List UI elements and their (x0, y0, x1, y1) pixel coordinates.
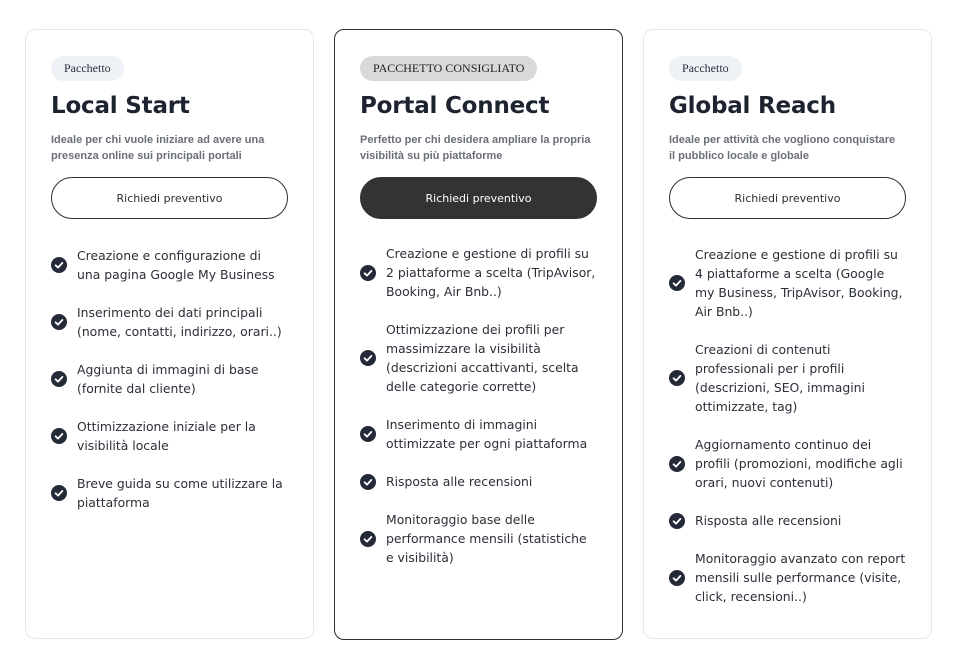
feature-item (51, 360, 288, 398)
check-circle-icon (51, 314, 67, 330)
feature-text: Monitoraggio avanzato con report mensili sulle performance (visite, click, recensioni..) (695, 551, 906, 604)
package-description: Ideale per chi vuole iniziare ad avere una presenza online sui principali portali (51, 134, 265, 162)
feature-text: Aggiornamento continuo dei profili (promozioni, modifiche agli orari, nuovi contenuti) (695, 437, 903, 490)
feature-text: Inserimento dei dati principali (nome, contatti, indirizzo, orari..) (77, 305, 282, 339)
feature-text: Aggiunta di immagini di base (fornite dal cliente) (77, 362, 259, 396)
feature-text: Risposta alle recensioni (695, 513, 842, 528)
check-circle-icon (51, 371, 67, 387)
feature-item (360, 472, 597, 491)
check-circle-icon (360, 350, 376, 366)
package-card-global-reach (643, 29, 932, 639)
feature-item (51, 246, 288, 284)
package-badge: Pacchetto (669, 56, 742, 81)
package-title: Local Start (51, 93, 190, 119)
feature-item (360, 415, 597, 453)
request-quote-button[interactable]: Richiedi preventivo (51, 177, 288, 219)
feature-item (360, 320, 597, 396)
package-title: Global Reach (669, 93, 836, 119)
feature-text: Creazioni di contenuti professionali per i profili (descrizioni, SEO, immagini ottimizzate, tag) (695, 342, 865, 414)
feature-list (669, 245, 906, 606)
feature-text: Ottimizzazione dei profili per massimizzare la visibilità (descrizioni accattivanti, scelta delle categorie corrette) (386, 322, 579, 394)
recommended-badge: PACCHETTO CONSIGLIATO (360, 56, 537, 81)
package-description: Perfetto per chi desidera ampliare la propria visibilità su più piattaforme (360, 134, 591, 162)
feature-item (669, 511, 906, 530)
feature-text: Inserimento di immagini ottimizzate per ogni piattaforma (386, 417, 588, 451)
feature-item (669, 340, 906, 416)
feature-list (360, 244, 597, 567)
package-card-local-start (25, 29, 314, 639)
feature-text: Creazione e configurazione di una pagina Google My Business (77, 248, 275, 282)
feature-item (51, 303, 288, 341)
feature-text: Monitoraggio base delle performance mensili (statistiche e visibilità) (386, 512, 587, 565)
request-quote-button[interactable]: Richiedi preventivo (360, 177, 597, 219)
check-circle-icon (360, 531, 376, 547)
check-circle-icon (669, 570, 685, 586)
package-card-portal-connect (334, 29, 623, 640)
check-circle-icon (669, 370, 685, 386)
feature-item (360, 510, 597, 567)
feature-item (669, 245, 906, 321)
feature-text: Creazione e gestione di profili su 4 piattaforme a scelta (Google my Business, TripAvisor, Booking, Air Bnb..) (695, 247, 903, 319)
check-circle-icon (51, 257, 67, 273)
check-circle-icon (669, 513, 685, 529)
check-circle-icon (360, 474, 376, 490)
check-circle-icon (51, 428, 67, 444)
package-title: Portal Connect (360, 93, 550, 119)
request-quote-button[interactable]: Richiedi preventivo (669, 177, 906, 219)
check-circle-icon (669, 456, 685, 472)
feature-text: Ottimizzazione iniziale per la visibilità locale (77, 419, 256, 453)
feature-item (51, 474, 288, 512)
feature-text: Breve guida su come utilizzare la piattaforma (77, 476, 283, 510)
feature-item (51, 417, 288, 455)
package-description: Ideale per attività che vogliono conquistare il pubblico locale e globale (669, 134, 896, 162)
feature-text: Risposta alle recensioni (386, 474, 533, 489)
check-circle-icon (360, 426, 376, 442)
check-circle-icon (360, 265, 376, 281)
check-circle-icon (669, 275, 685, 291)
feature-item (669, 549, 906, 606)
check-circle-icon (51, 485, 67, 501)
feature-text: Creazione e gestione di profili su 2 piattaforme a scelta (TripAvisor, Booking, Air Bnb..) (386, 246, 596, 299)
package-badge: Pacchetto (51, 56, 124, 81)
feature-item (669, 435, 906, 492)
feature-list (51, 246, 288, 512)
feature-item (360, 244, 597, 301)
